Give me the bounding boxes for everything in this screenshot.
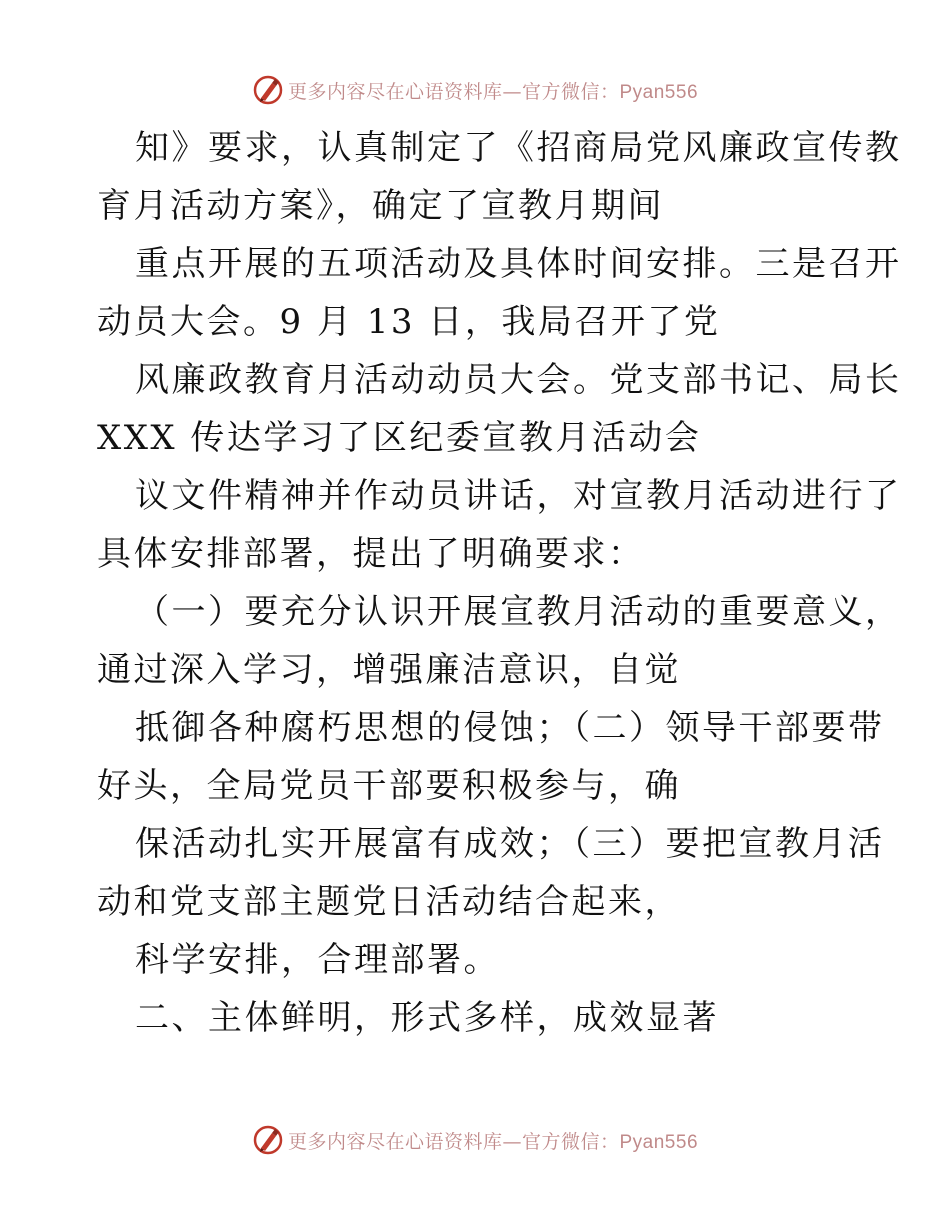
body-line: 抵御各种腐朽思想的侵蚀；（二）领导干部要带	[135, 708, 885, 748]
pen-logo-icon	[252, 1124, 284, 1156]
body-line: 育月活动方案》，确定了宣教月期间	[97, 186, 664, 226]
body-line: 知》要求，认真制定了《招商局党风廉政宣传教	[135, 128, 902, 168]
body-line: 保活动扎实开展富有成效；（三）要把宣教月活	[135, 824, 885, 864]
body-line: 风廉政教育月活动动员大会。党支部书记、局长	[135, 360, 902, 400]
body-line: 科学安排，合理部署。	[135, 940, 500, 980]
watermark-wechat-id: Pyan556	[619, 1131, 699, 1153]
body-line: 动员大会。9 月 13 日，我局召开了党	[97, 302, 721, 342]
body-line: 好头，全局党员干部要积极参与，确	[97, 766, 681, 806]
body-line: 具体安排部署，提出了明确要求：	[97, 534, 645, 574]
body-line: XXX 传达学习了区纪委宣教月活动会	[97, 418, 702, 458]
watermark-wechat-id: Pyan556	[619, 81, 699, 103]
footer-watermark	[0, 1122, 950, 1158]
body-line: 重点开展的五项活动及具体时间安排。三是召开	[135, 244, 902, 284]
watermark-text: 更多内容尽在心语资料库—官方微信：Pyan556	[287, 80, 699, 103]
body-line: 动和党支部主题党日活动结合起来，	[97, 882, 681, 922]
body-line: （一）要充分认识开展宣教月活动的重要意义，	[135, 592, 902, 632]
body-line: 议文件精神并作动员讲话，对宣教月活动进行了	[135, 476, 902, 516]
body-line: 通过深入学习，增强廉洁意识，自觉	[97, 650, 681, 690]
section-heading: 二、主体鲜明，形式多样，成效显著	[135, 998, 719, 1038]
watermark-text: 更多内容尽在心语资料库—官方微信：Pyan556	[287, 1130, 699, 1153]
